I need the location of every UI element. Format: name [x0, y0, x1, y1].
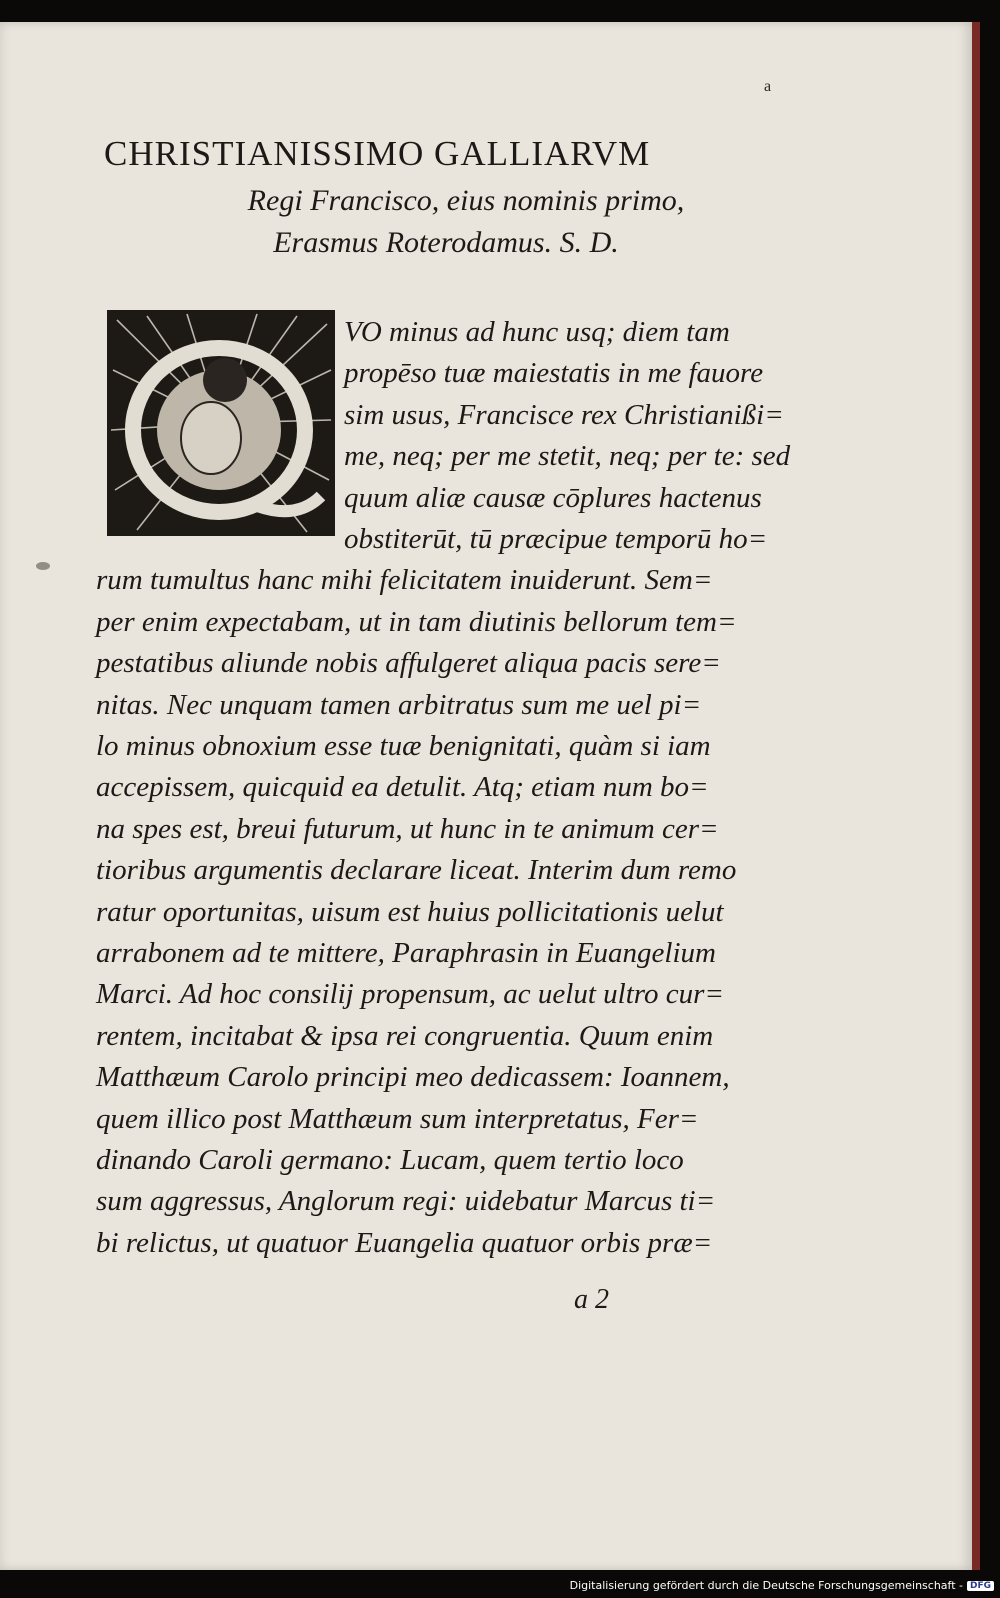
- signature-mark: a 2: [574, 1284, 609, 1315]
- body-line: dinando Caroli germano: Lucam, quem tertio loco: [96, 1144, 684, 1176]
- body-line: quem illico post Matthæum sum interpretatus, Fer=: [96, 1102, 699, 1135]
- body-line: arrabonem ad te mittere, Paraphrasin in Euangelium: [96, 937, 716, 969]
- body-line: nitas. Nec unquam tamen arbitratus sum me uel pi=: [96, 688, 702, 721]
- body-line: pestatibus aliunde nobis affulgeret aliqua pacis sere=: [96, 647, 721, 680]
- body-line: quum aliæ causæ cōplures hactenus: [344, 481, 762, 514]
- footer-credit-text: Digitalisierung gefördert durch die Deutsche Forschungsgemeinschaft -: [569, 1579, 963, 1592]
- body-line: me, neq; per me stetit, neq; per te: sed: [344, 440, 791, 473]
- body-line: lo minus obnoxium esse tuæ benignitati, quàm si iam: [96, 730, 711, 762]
- body-line: rum tumultus hanc mihi felicitatem inuiderunt. Sem=: [96, 564, 713, 597]
- body-line: accepissem, quicquid ea detulit. Atq; etiam num bo=: [96, 771, 709, 804]
- body-line: Marci. Ad hoc consilij propensum, ac uelut ultro cur=: [96, 978, 724, 1011]
- body-line: bi relictus, ut quatuor Euangelia quatuor orbis præ=: [96, 1226, 713, 1259]
- body-line: rentem, incitabat & ipsa rei congruentia. Quum enim: [96, 1019, 714, 1052]
- body-line: VO minus ad hunc usq; diem tam: [344, 316, 730, 348]
- page-heading: CHRISTIANISSIMO GALLIARVM: [104, 134, 651, 173]
- body-line: ratur oportunitas, uisum est huius pollicitationis uelut: [96, 895, 724, 928]
- body-line: tioribus argumentis declarare liceat. Interim dum remo: [96, 854, 737, 887]
- body-line: sum aggressus, Anglorum regi: uidebatur Marcus ti=: [96, 1185, 716, 1218]
- decorated-initial-icon: [107, 310, 335, 536]
- decorated-initial: [107, 310, 335, 536]
- dfg-logo: DFG: [967, 1581, 994, 1591]
- ink-smudge: [36, 562, 50, 570]
- page-edge: [972, 22, 980, 1570]
- body-line: na spes est, breui futurum, ut hunc in te animum cer=: [96, 812, 719, 845]
- body-line: Matthæum Carolo principi meo dedicassem: Ioannem,: [96, 1061, 730, 1094]
- footer-credit: [570, 1579, 994, 1592]
- book-page: [0, 22, 972, 1570]
- body-line: per enim expectabam, ut in tam diutinis bellorum tem=: [96, 605, 737, 638]
- subheading-line-2: Erasmus Roterodamus. S. D.: [273, 226, 619, 259]
- subheading-line-1: Regi Francisco, eius nominis primo,: [247, 184, 685, 217]
- body-line: sim usus, Francisce rex Christianißi=: [344, 398, 784, 431]
- body-line: obstiterūt, tū præcipue temporū ho=: [344, 523, 768, 555]
- body-line: propēso tuæ maiestatis in me fauore: [344, 357, 764, 390]
- folio-mark: a: [764, 78, 772, 95]
